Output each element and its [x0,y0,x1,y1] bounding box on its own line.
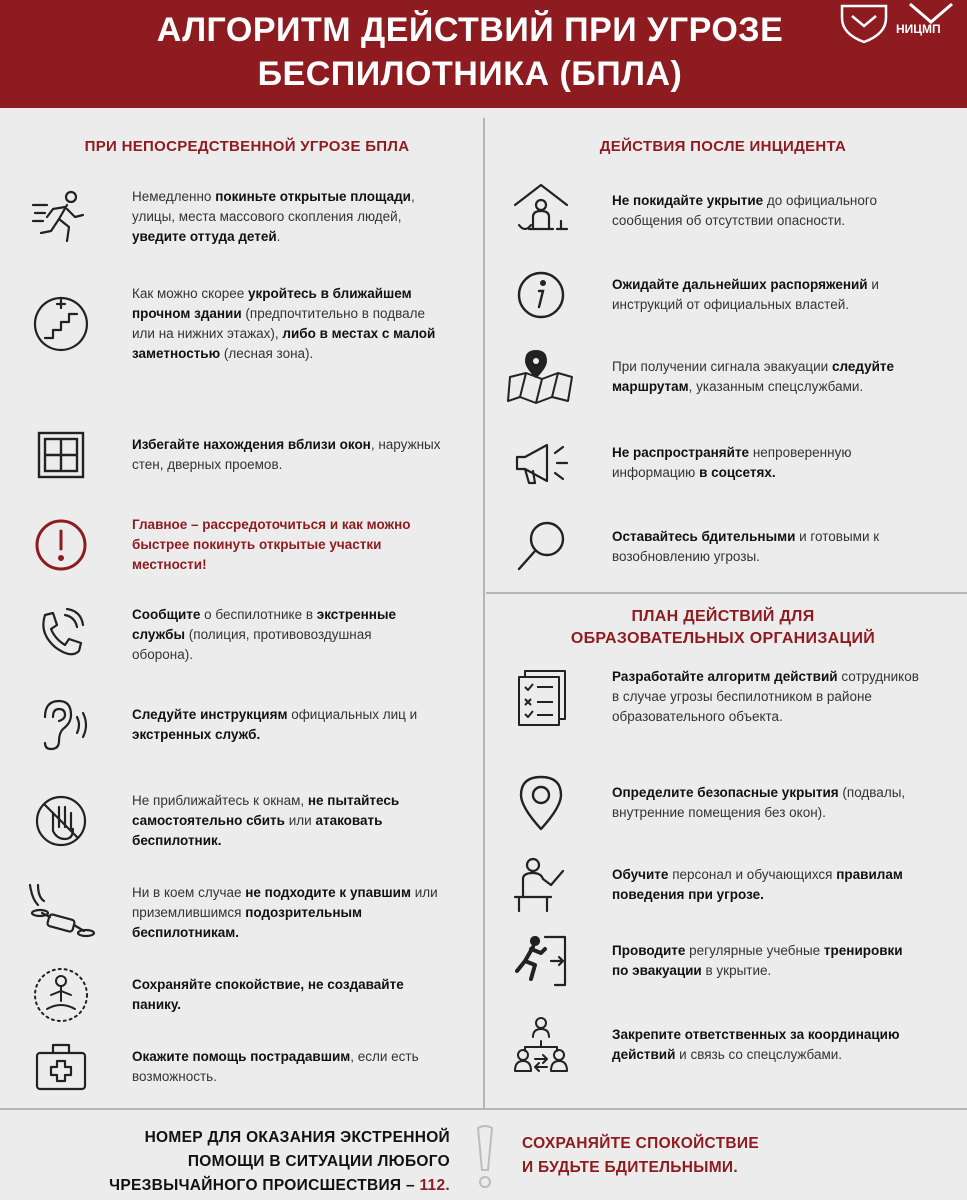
text-run: Избегайте нахождения вблизи окон [132,437,371,452]
footer-right-line-1: СОХРАНЯЙТЕ СПОКОЙСТВИЕ [522,1135,759,1152]
text-run: Оставайтесь бдительными [612,529,796,544]
footer-left-line-3 [20,1174,450,1198]
list-item [26,878,466,948]
item-text [612,667,922,727]
text-run: о беспилотнике в [200,607,317,622]
item-text [132,515,442,575]
list-item [26,420,466,490]
list-item [26,786,466,856]
list-item [506,850,956,920]
text-run: в соцсетях. [699,465,776,480]
text-run: покиньте открытые площади [215,189,411,204]
section-divider [486,592,967,594]
item-text [132,1047,442,1087]
item-text [132,284,442,364]
checklist-icon [506,662,576,732]
text-run: Проводите [612,943,686,958]
footer-left-line-3-text: ЧРЕЗВЫЧАЙНОГО ПРОИСШЕСТВИЯ – [109,1177,420,1194]
left-section-title: ПРИ НЕПОСРЕДСТВЕННОЙ УГРОЗЕ БПЛА [84,138,410,155]
text-run: Окажите помощь пострадавшим [132,1049,351,1064]
list-item [506,768,956,838]
exclamation-mark-icon [470,1124,500,1194]
text-run: . [276,229,281,244]
ear-listen-icon [26,690,96,760]
heart-logo-icon [906,2,956,24]
map-pin-icon [506,342,576,412]
text-run: следуйте маршрутам [612,359,895,394]
text-run: , наружных стен, дверных проемов. [132,437,441,472]
item-text [132,435,452,475]
item-text [132,187,432,247]
list-item [26,1032,466,1102]
text-run: либо в местах с малой заметностью [132,326,436,361]
text-run: сотрудников в случае угрозы беспилотником в районе образовательного объекта. [612,669,919,724]
text-run: и связь со спецслужбами. [675,1047,843,1062]
text-run: и готовыми к возобновлению угрозы. [612,529,880,564]
text-run: Закрепите ответственных за координацию действий [612,1027,900,1062]
footer-left-line-1: НОМЕР ДЛЯ ОКАЗАНИЯ ЭКСТРЕННОЙ [144,1129,450,1146]
text-run: подозрительным беспилотникам. [132,905,363,940]
item-text [132,883,442,943]
left-section [16,122,478,1104]
phone-call-icon [26,600,96,670]
item-text [612,357,912,397]
list-item [506,342,946,412]
list-item [506,662,956,732]
text-run: официальных лиц и [287,707,418,722]
text-run: персонал и обучающихся [668,867,837,882]
item-text [612,1025,922,1065]
window-icon [26,420,96,490]
stay-calm-block [522,1132,942,1180]
title-line-1: АЛГОРИТМ ДЕЙСТВИЙ ПРИ УГРОЗЕ [156,11,784,49]
first-aid-kit-icon [26,1032,96,1102]
list-item [506,512,946,582]
text-run: не подходите к упавшим [245,885,411,900]
text-run: (подвалы, внутренние помещения без окон). [612,785,906,820]
emergency-number-block [20,1126,450,1198]
team-coordination-icon [506,1010,576,1080]
text-run: тренировки по эвакуации [612,943,903,978]
emergency-number: 112. [419,1177,450,1194]
text-run: Главное – рассредоточиться и как можно быстрее покинуть открытые участки местности! [132,517,411,572]
list-item [26,182,466,252]
megaphone-icon [506,428,576,498]
list-item [506,1010,956,1080]
teacher-icon [506,850,576,920]
list-item [26,960,466,1030]
item-text [612,941,912,981]
right-bottom-title-line-1: ПЛАН ДЕЙСТВИЙ ДЛЯ [631,608,815,625]
meditation-icon [26,960,96,1030]
emergency-exit-icon [506,926,576,996]
text-run: до официального сообщения об отсутствии опасности. [612,193,878,228]
text-run: Сохраняйте спокойствие, не создавайте панику. [132,977,404,1012]
list-item [506,176,946,246]
text-run: , улицы, места массового скопления людей, [132,189,415,224]
shield-logo-icon [836,2,892,44]
item-text [132,705,432,745]
item-text [612,275,902,315]
text-run: Разработайте алгоритм действий [612,669,838,684]
footer-right-line-2: И БУДЬТЕ БДИТЕЛЬНЫМИ. [522,1159,738,1176]
header-banner [0,0,967,108]
text-run: Ожидайте дальнейших распоряжений [612,277,868,292]
no-hand-icon [26,786,96,856]
magnifier-icon [506,512,576,582]
text-run: При получении сигнала эвакуации [612,359,832,374]
text-run: Немедленно [132,189,216,204]
footer-divider [0,1108,967,1110]
text-run: Не распространяйте [612,445,750,460]
item-text [612,191,902,231]
item-text [612,443,902,483]
list-item [26,600,466,670]
text-run: Ни в коем случае [132,885,246,900]
text-run: Не приближайтесь к окнам, [132,793,308,808]
text-run: не пытайтесь самостоятельно сбить [132,793,400,828]
list-item [506,260,946,330]
footer-left-line-2: ПОМОЩИ В СИТУАЦИИ ЛЮБОГО [187,1153,450,1170]
text-run: (предпочтительно в подвале или на нижних этажах), [132,306,426,341]
column-divider [483,118,485,1108]
item-text [612,783,922,823]
item-text [132,605,432,665]
item-text [612,865,922,905]
text-run: Как можно скорее [132,286,249,301]
info-icon [506,260,576,330]
location-pin-icon [506,768,576,838]
text-run: экстренных служб. [132,727,261,742]
list-item [506,428,946,498]
running-person-icon [26,182,96,252]
text-run: или [284,813,316,828]
text-run: Определите безопасные укрытия [612,785,839,800]
text-run: Следуйте инструкциям [132,707,288,722]
right-bottom-title [488,606,958,650]
text-run: непроверенную информацию [612,445,852,480]
item-text [612,527,902,567]
text-run: регулярные учебные [685,943,824,958]
logo-text: НИЦМП [896,22,941,36]
stairs-basement-icon [26,289,96,359]
text-run: атаковать беспилотник. [132,813,383,848]
text-run: (полиция, противовоздушная оборона). [132,627,372,662]
text-run: (лесная зона). [220,346,314,361]
text-run: Не покидайте укрытие [612,193,764,208]
right-top-title: ДЕЙСТВИЯ ПОСЛЕ ИНЦИДЕНТА [599,138,847,155]
text-run: , если есть возможность. [132,1049,419,1084]
text-run: или приземлившимся [132,885,438,920]
text-run: экстренные службы [132,607,397,642]
text-run: , указанным спецслужбами. [688,379,864,394]
title-line-2: БЕСПИЛОТНИКА (БПЛА) [257,55,683,93]
text-run: правилам поведения при угрозе. [612,867,903,902]
list-item [506,926,956,996]
list-item [26,284,466,364]
text-run: укройтесь в ближайшем прочном здании [132,286,412,321]
shelter-person-icon [506,176,576,246]
page-title [90,8,850,96]
right-bottom-title-line-2: ОБРАЗОВАТЕЛЬНЫХ ОРГАНИЗАЦИЙ [570,630,876,647]
text-run: уведите оттуда детей [132,229,277,244]
item-text [132,791,442,851]
text-run: Сообщите [132,607,201,622]
warning-exclamation-icon [26,510,96,580]
list-item [26,510,466,580]
text-run: в укрытие. [701,963,772,978]
item-text [132,975,432,1015]
fallen-drone-icon [26,878,96,948]
text-run: и инструкций от официальных властей. [612,277,879,312]
list-item [26,690,466,760]
text-run: Обучите [612,867,669,882]
